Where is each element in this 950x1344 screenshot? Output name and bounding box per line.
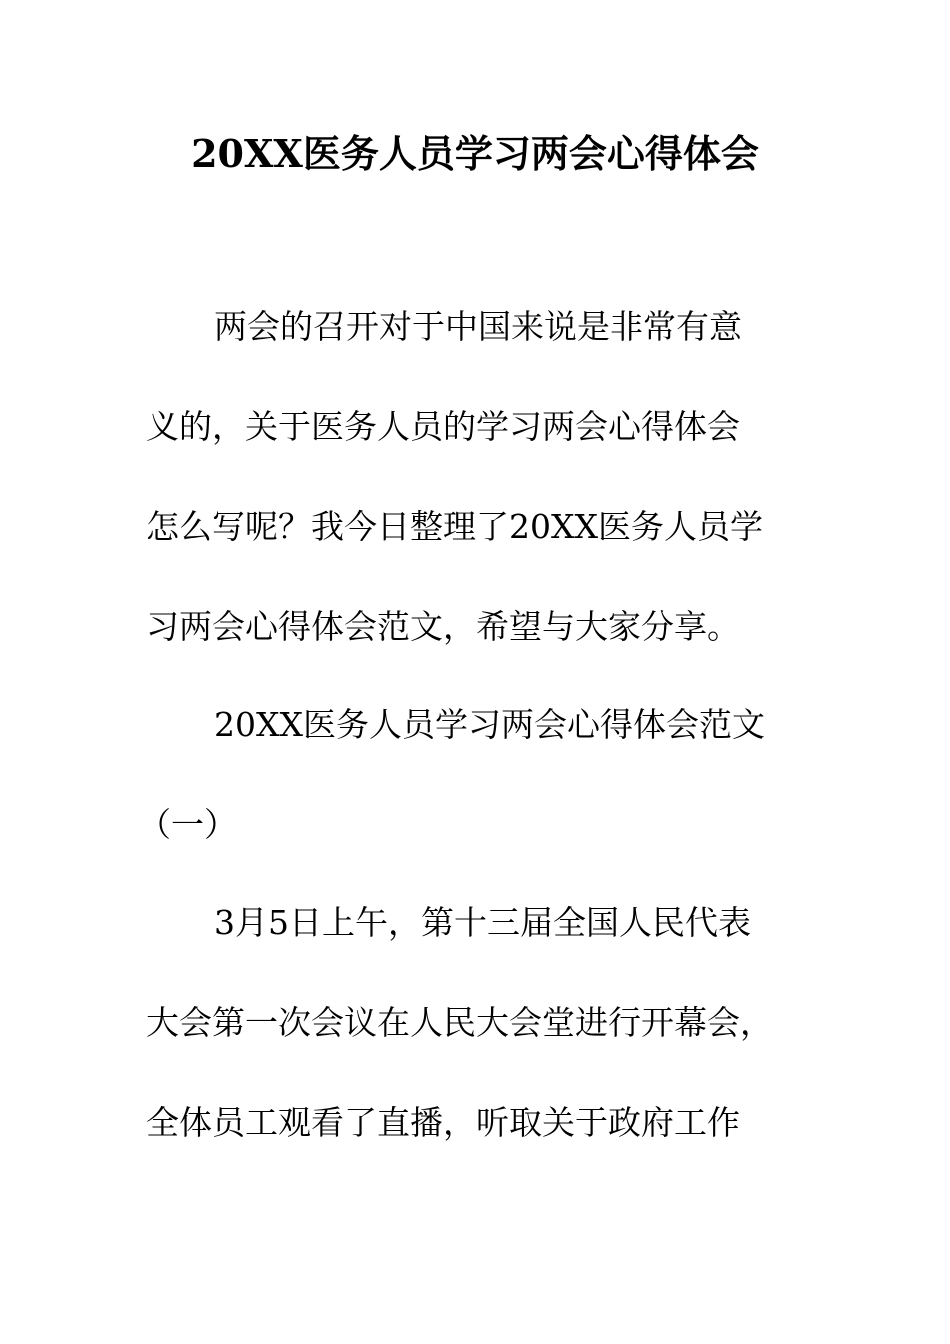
paragraph-2-line-2: 大会第一次会议在人民大会堂进行开幕会， [146, 1003, 773, 1042]
paragraph-1-line-3: 怎么写呢？我今日整理了20XX医务人员学 [146, 507, 763, 546]
paragraph-1-line-1: 两会的召开对于中国来说是非常有意 [214, 307, 742, 346]
paragraph-1-line-2: 义的，关于医务人员的学习两会心得体会 [146, 407, 740, 446]
paragraph-1-line-4: 习两会心得体会范文，希望与大家分享。 [146, 607, 740, 646]
paragraph-2-line-1: 3月5日上午，第十三届全国人民代表 [214, 903, 751, 942]
document-title: 20XX医务人员学习两会心得体会 [191, 131, 759, 176]
paragraph-2-line-3: 全体员工观看了直播，听取关于政府工作 [146, 1103, 740, 1142]
section-heading-line-2: （一） [138, 805, 237, 844]
section-heading-line-1: 20XX医务人员学习两会心得体会范文 [214, 705, 765, 744]
